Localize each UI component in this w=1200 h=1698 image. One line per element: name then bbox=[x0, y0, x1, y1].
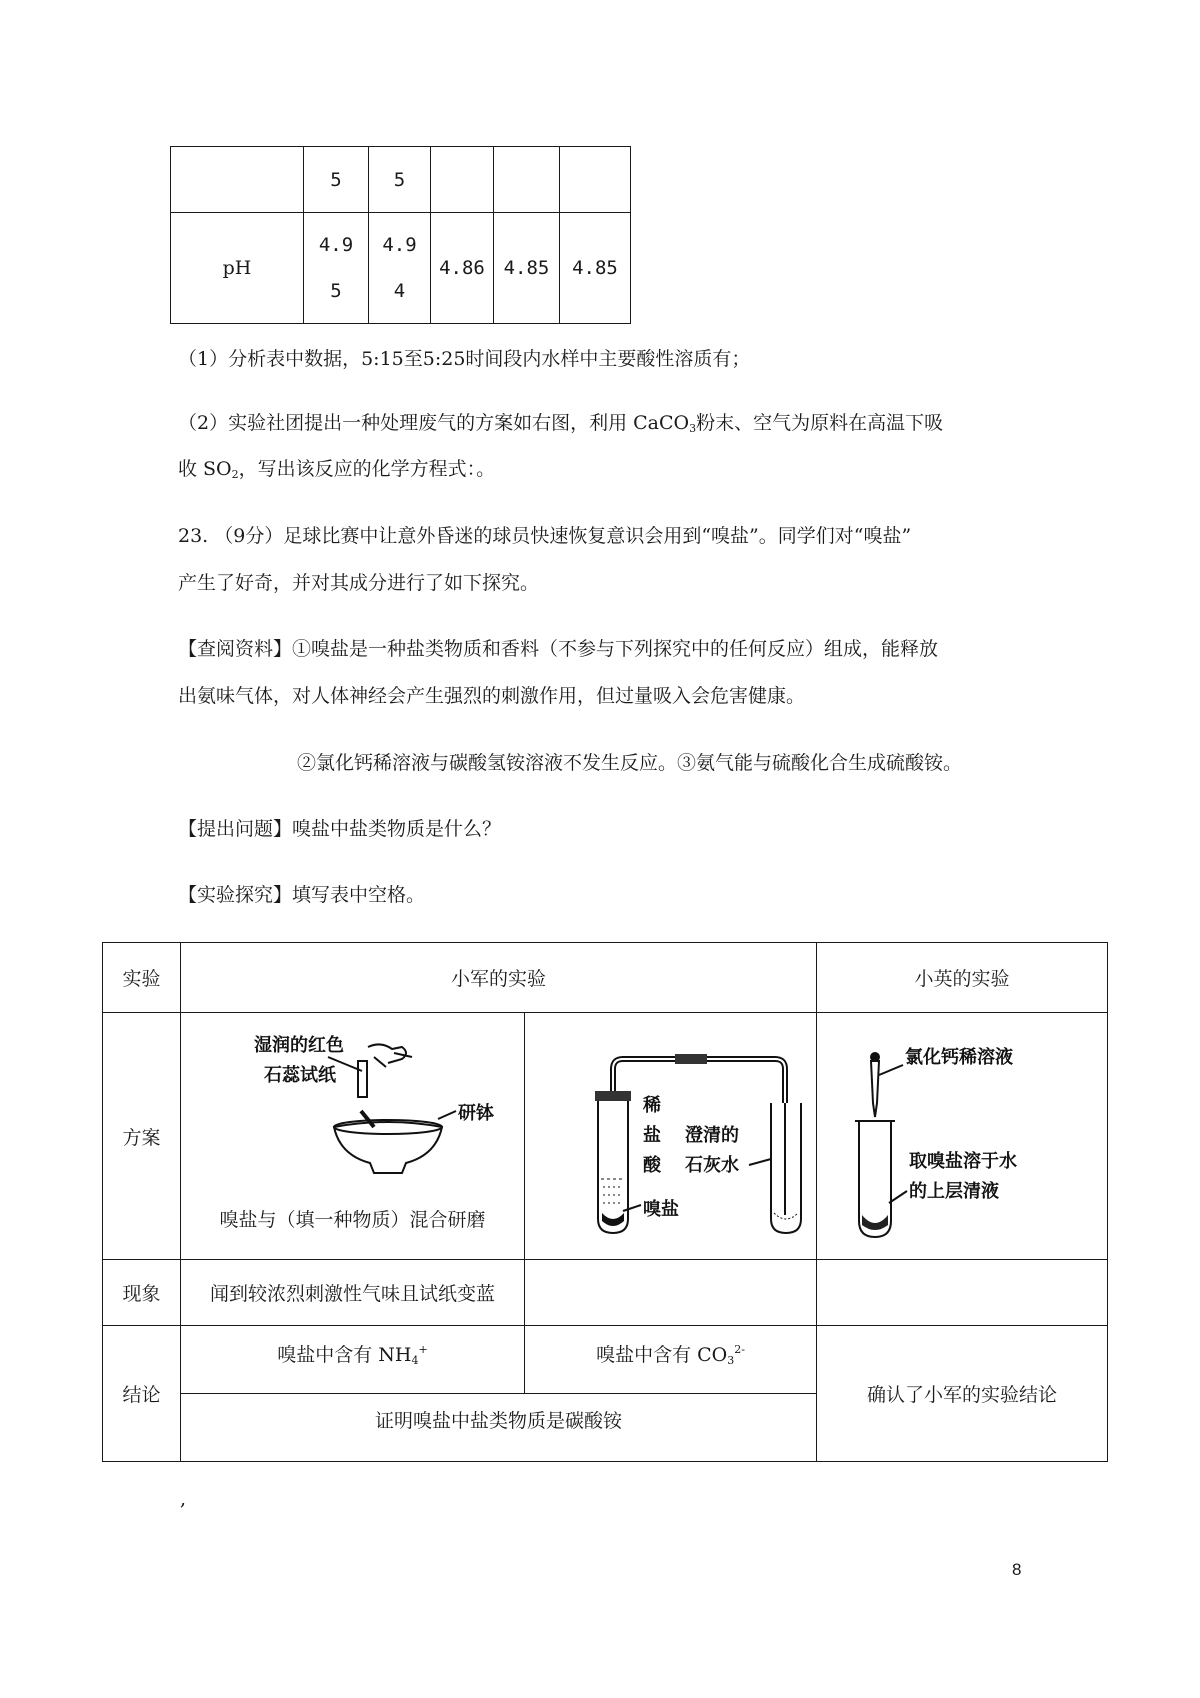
acid-limewater-figure bbox=[545, 1025, 805, 1247]
mortar-litmus-figure bbox=[206, 1023, 506, 1193]
phenomenon-3 bbox=[817, 1260, 1108, 1326]
table-cell: 4.9 4 bbox=[369, 213, 431, 324]
svg-text:澄清的: 澄清的 bbox=[685, 1125, 739, 1146]
svg-text:嗅盐: 嗅盐 bbox=[643, 1199, 679, 1220]
table-row bbox=[103, 1260, 1108, 1326]
table-cell: 4.85 bbox=[560, 213, 631, 324]
table-cell: 4.9 5 bbox=[304, 213, 369, 324]
conclusion-overall: 证明嗅盐中盐类物质是碳酸铵 bbox=[181, 1394, 817, 1462]
svg-text:湿润的红色: 湿润的红色 bbox=[254, 1035, 344, 1056]
svg-text:取嗅盐溶于水: 取嗅盐溶于水 bbox=[909, 1151, 1018, 1172]
svg-text:盐: 盐 bbox=[643, 1125, 661, 1146]
question-1: （1）分析表中数据，5:15至5:25时间段内水样中主要酸性溶质有； bbox=[178, 348, 751, 370]
svg-text:石灰水: 石灰水 bbox=[685, 1155, 739, 1176]
table-row bbox=[171, 213, 631, 324]
table-cell bbox=[171, 147, 304, 213]
phenomenon-2 bbox=[525, 1260, 817, 1326]
table-row bbox=[103, 1013, 1108, 1260]
page-number: 8 bbox=[1012, 1560, 1022, 1579]
svg-text:酸: 酸 bbox=[643, 1155, 661, 1176]
svg-text:石蕊试纸: 石蕊试纸 bbox=[264, 1065, 336, 1086]
question-23-line-1: 23. （9分）足球比赛中让意外昏迷的球员快速恢复意识会用到“嗅盐”。同学们对“嗅盐” bbox=[178, 525, 912, 547]
reference-line-3: ②氯化钙稀溶液与碳酸氢铵溶液不发生反应。③氨气能与硫酸化合生成硫酸铵。 bbox=[297, 752, 963, 774]
plan-grinding-cell bbox=[181, 1013, 525, 1260]
table-cell: 4.86 bbox=[431, 213, 494, 324]
plan-calcium-chloride-cell bbox=[817, 1013, 1108, 1260]
row-label-plan: 方案 bbox=[103, 1013, 181, 1260]
raise-question: 【提出问题】嗅盐中盐类物质是什么？ bbox=[178, 818, 502, 840]
plan-acid-test-cell bbox=[525, 1013, 817, 1260]
table-cell: 4.85 bbox=[494, 213, 560, 324]
reference-line-2: 出氨味气体，对人体神经会产生强烈的刺激作用，但过量吸入会危害健康。 bbox=[178, 685, 806, 707]
reference-line-1: 【查阅资料】①嗅盐是一种盐类物质和香料（不参与下列探究中的任何反应）组成，能释放 bbox=[178, 638, 939, 660]
table-cell: 5 bbox=[369, 147, 431, 213]
conclusion-1: 嗅盐中含有 $NH_4^+$ bbox=[181, 1326, 525, 1394]
stray-comma: , bbox=[180, 1488, 187, 1510]
svg-text:研钵: 研钵 bbox=[458, 1103, 494, 1124]
question-2-line-2: 收 $SO_2$，写出该反应的化学方程式：。 bbox=[178, 458, 496, 481]
svg-text:稀: 稀 bbox=[643, 1095, 661, 1116]
table-cell bbox=[494, 147, 560, 213]
header-xiaojun: 小军的实验 bbox=[181, 943, 817, 1013]
header-experiment: 实验 bbox=[103, 943, 181, 1013]
table-row bbox=[103, 1326, 1108, 1394]
question-2-line-1: （2）实验社团提出一种处理废气的方案如右图，利用 CaCO$_3$粉末、空气为原料在高温下吸 bbox=[178, 412, 944, 435]
table-cell bbox=[560, 147, 631, 213]
table-row bbox=[171, 147, 631, 213]
table-cell: 5 bbox=[304, 147, 369, 213]
conclusion-2: 嗅盐中含有 $CO_3^{2-}$ bbox=[525, 1326, 817, 1394]
row-label-conclusion: 结论 bbox=[103, 1326, 181, 1462]
ph-data-table bbox=[170, 146, 631, 324]
question-23-line-2: 产生了好奇，并对其成分进行了如下探究。 bbox=[178, 572, 540, 594]
phenomenon-1: 闻到较浓烈刺激性气味且试纸变蓝 bbox=[181, 1260, 525, 1326]
experiment-table bbox=[102, 942, 1108, 1462]
table-row bbox=[103, 943, 1108, 1013]
experiment-prompt: 【实验探究】填写表中空格。 bbox=[178, 884, 426, 906]
ph-label: pH bbox=[171, 213, 304, 324]
header-xiaoying: 小英的实验 bbox=[817, 943, 1108, 1013]
svg-text:氯化钙稀溶液: 氯化钙稀溶液 bbox=[905, 1047, 1014, 1068]
svg-text:的上层清液: 的上层清液 bbox=[909, 1181, 1000, 1202]
calcium-chloride-figure bbox=[817, 1025, 1097, 1247]
row-label-phenomenon: 现象 bbox=[103, 1260, 181, 1326]
table-cell bbox=[431, 147, 494, 213]
plan-caption: 嗅盐与（填一种物质）混合研磨 bbox=[219, 1209, 486, 1231]
conclusion-3: 确认了小军的实验结论 bbox=[817, 1326, 1108, 1462]
